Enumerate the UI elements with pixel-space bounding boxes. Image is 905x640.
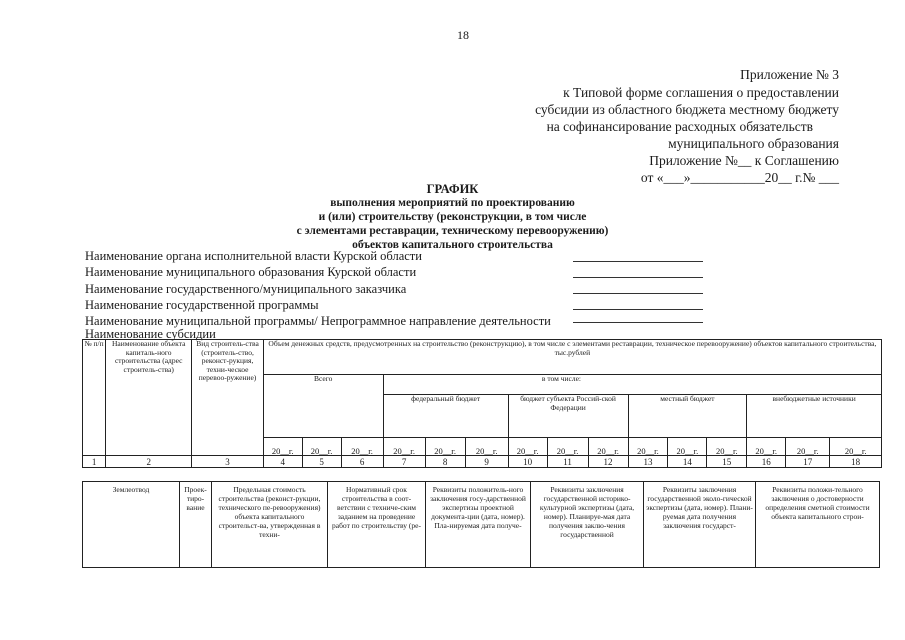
design-header: Проек-тиро-вание: [180, 482, 212, 568]
appendix-line-2: к Типовой форме соглашения о предоставлении: [563, 85, 839, 100]
schedule-table: [82, 339, 882, 468]
title-line-4: объектов капитального строительства: [352, 239, 553, 251]
column-number: 4: [263, 456, 302, 468]
year-cell: 20__г.: [465, 438, 508, 456]
ecological-expertise-header: Реквизиты заключения государственной эколо-гической экспертизы (дата, номер). Плани-руемая дата получения заключения государст-: [644, 482, 756, 568]
year-cell: 20__г.: [383, 438, 425, 456]
year-cell: 20__г.: [786, 438, 830, 456]
col-construction-type-header: Вид строитель-ства (строитель-ство, реконст-рукция, техни-ческое перевоо-ружение): [192, 340, 263, 456]
year-cell: 20__г.: [425, 438, 465, 456]
document-title: ГРАФИК: [426, 182, 479, 196]
year-cell: 20__г.: [341, 438, 383, 456]
normative-term-header: Нормативный срок строительства в соот-ветствии с техниче-ским заданием на проведение работ по строительству (ре-: [328, 482, 426, 568]
appendix-line-1: Приложение № 3: [740, 67, 839, 82]
col-object-name-header: Наименование объекта капиталь-ного строительства (адрес строитель-ства): [106, 340, 192, 456]
appendix-line-7: от «___»___________20__ г.№ ___: [640, 170, 839, 185]
land-allocation-header: Землеотвод: [83, 482, 180, 568]
title-line-1: выполнения мероприятий по проектированию: [330, 197, 575, 209]
fill-line-5: [573, 322, 703, 323]
column-number: 7: [383, 456, 425, 468]
federal-budget-header: федеральный бюджет: [383, 395, 508, 438]
field-customer: Наименование государственного/муниципального заказчика: [85, 282, 407, 296]
column-number: 18: [830, 456, 882, 468]
column-number-row: [83, 456, 882, 468]
year-cell: 20__г.: [830, 438, 882, 456]
appendix-line-5: муниципального образования: [668, 136, 839, 151]
appendix-line-6: Приложение №__ к Соглашению: [649, 153, 839, 168]
page-number: 18: [457, 28, 469, 42]
column-number: 2: [106, 456, 192, 468]
fill-line-4: [573, 309, 703, 310]
fill-line-3: [573, 293, 703, 294]
column-number: 8: [425, 456, 465, 468]
column-number: 16: [747, 456, 786, 468]
column-number: 11: [547, 456, 588, 468]
continuation-table: [82, 481, 880, 568]
title-line-3: с элементами реставрации, техническому перевооружению): [296, 225, 609, 237]
column-number: 10: [508, 456, 547, 468]
column-number: 5: [302, 456, 341, 468]
column-number: 12: [588, 456, 628, 468]
title-line-2: и (или) строительству (реконструкции, в том числе: [318, 211, 587, 223]
fill-line-2: [573, 277, 703, 278]
field-state-program: Наименование государственной программы: [85, 298, 319, 312]
year-cell: 20__г.: [707, 438, 747, 456]
field-municipal-program: Наименование муниципальной программы/ Непрограммное направление деятельности: [85, 314, 551, 328]
year-cell: 20__г.: [747, 438, 786, 456]
max-cost-header: Предельная стоимость строительства (реконст-рукции, технического пе-ревооружения) объекта капитального строительст-ва, утвержденная в техни-: [212, 482, 328, 568]
column-number: 9: [465, 456, 508, 468]
appendix-line-3: субсидии из областного бюджета местному бюджету: [535, 102, 839, 117]
col-number-header: № п/п: [83, 340, 106, 456]
column-number: 6: [341, 456, 383, 468]
field-municipality: Наименование муниципального образования Курской области: [85, 265, 417, 279]
column-number: 1: [83, 456, 106, 468]
appendix-line-4: на софинансирование расходных обязательств: [546, 119, 813, 134]
fill-line-1: [573, 261, 703, 262]
amount-header: Объем денежных средств, предусмотренных на строительство (реконструкцию), в том числе с элементами реставрации, техническое перевооружение) объектов капитального строительства, тыс.рублей: [263, 340, 881, 375]
year-cell: 20__г.: [668, 438, 707, 456]
year-cell: 20__г.: [263, 438, 302, 456]
including-header: в том числе:: [383, 375, 881, 395]
cultural-expertise-header: Реквизиты заключения государственной историко-культурной экспертизы (дата, номер). Планируе-мая дата получения заклю-чения государственной: [531, 482, 644, 568]
column-number: 15: [707, 456, 747, 468]
extra-budget-header: внебюджетные источники: [747, 395, 882, 438]
year-cell: 20__г.: [508, 438, 547, 456]
column-number: 13: [628, 456, 668, 468]
year-cell: 20__г.: [588, 438, 628, 456]
column-number: 17: [786, 456, 830, 468]
field-executive-body: Наименование органа исполнительной власти Курской области: [85, 249, 422, 263]
total-header: Всего: [263, 375, 383, 438]
column-number: 14: [668, 456, 707, 468]
year-cell: 20__г.: [302, 438, 341, 456]
regional-budget-header: бюджет субъекта Россий-ской Федерации: [508, 395, 628, 438]
year-cell: 20__г.: [547, 438, 588, 456]
state-expertise-header: Реквизиты положитель-ного заключения госу-дарственной экспертизы проектной документа-ции (дата, номер). Пла-нируемая дата получе-: [426, 482, 531, 568]
column-number: 3: [192, 456, 263, 468]
estimate-reliability-header: Реквизиты положи-тельного заключения о достоверности определения сметной стоимости объекта капитального строи-: [756, 482, 880, 568]
year-cell: 20__г.: [628, 438, 668, 456]
field-subsidy: Наименование субсидии: [85, 327, 216, 341]
local-budget-header: местный бюджет: [628, 395, 747, 438]
